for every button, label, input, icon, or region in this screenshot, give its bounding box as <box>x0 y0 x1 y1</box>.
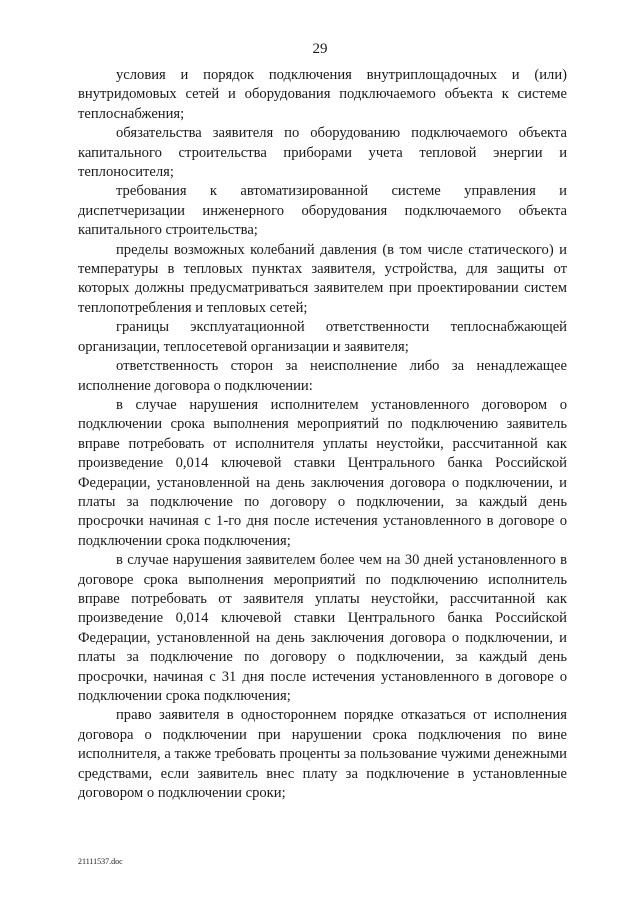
page-number: 29 <box>312 41 328 57</box>
paragraph-connection-conditions: условия и порядок подключения внутриплощадочных и (или) внутридомовых сетей и оборудования подключаемого объекта к системе теплоснабжения; <box>78 67 567 122</box>
document-body <box>78 66 567 803</box>
paragraph-metering-obligations: обязательства заявителя по оборудованию подключаемого объекта капитального строительства приборами учета тепловой энергии и теплоносителя; <box>78 125 567 181</box>
document-file-code: 21111537.doc <box>78 857 123 866</box>
paragraph-unilateral-termination: право заявителя в одностороннем порядке отказаться от исполнения договора о подключении при нарушении срока подключения по вине исполнителя, а также требовать проценты за пользование чужими денежными средствами, если заявитель внес плату за подключение в установленные договором о подключении сроки; <box>78 707 567 802</box>
paragraph-liability-intro: ответственность сторон за неисполнение либо за ненадлежащее исполнение договора о подключении: <box>78 358 567 394</box>
paragraph-responsibility-boundaries: границы эксплуатационной ответственности теплоснабжающей организации, теплосетевой организации и заявителя; <box>78 319 567 355</box>
paragraph-pressure-limits: пределы возможных колебаний давления (в том числе статического) и температуры в тепловых пунктах заявителя, устройства, для защиты от которых должны предусматриваться заявителем при проектировании систем теплопотребления и тепловых сетей; <box>78 241 567 316</box>
paragraph-applicant-penalty: в случае нарушения заявителем более чем на 30 дней установленного в договоре срока выполнения мероприятий по подключению исполнитель вправе потребовать от заявителя уплаты неустойки, рассчитанной как произведение 0,014 ключевой ставки Центрального банка Российской Федерации, установленной на день заключения договора о подключении, и платы за подключение по договору о подключении, за каждый день просрочки, начиная с 31 дня после истечения установленного в договоре о подключении срока подключения; <box>78 552 567 704</box>
paragraph-contractor-penalty: в случае нарушения исполнителем установленного договором о подключении срока выполнения мероприятий по подключению заявитель вправе потребовать от исполнителя уплаты неустойки, рассчитанной как произведение 0,014 ключевой ставки Центрального банка Российской Федерации, установленной на день заключения договора о подключении, и платы за подключение по договору о подключении, за каждый день просрочки начиная с 1-го дня после истечения установленного в договоре о подключении срока подключения; <box>78 396 567 549</box>
paragraph-automation-requirements: требования к автоматизированной системе управления и диспетчеризации инженерного оборудования подключаемого объекта капитального строительства; <box>78 183 567 239</box>
